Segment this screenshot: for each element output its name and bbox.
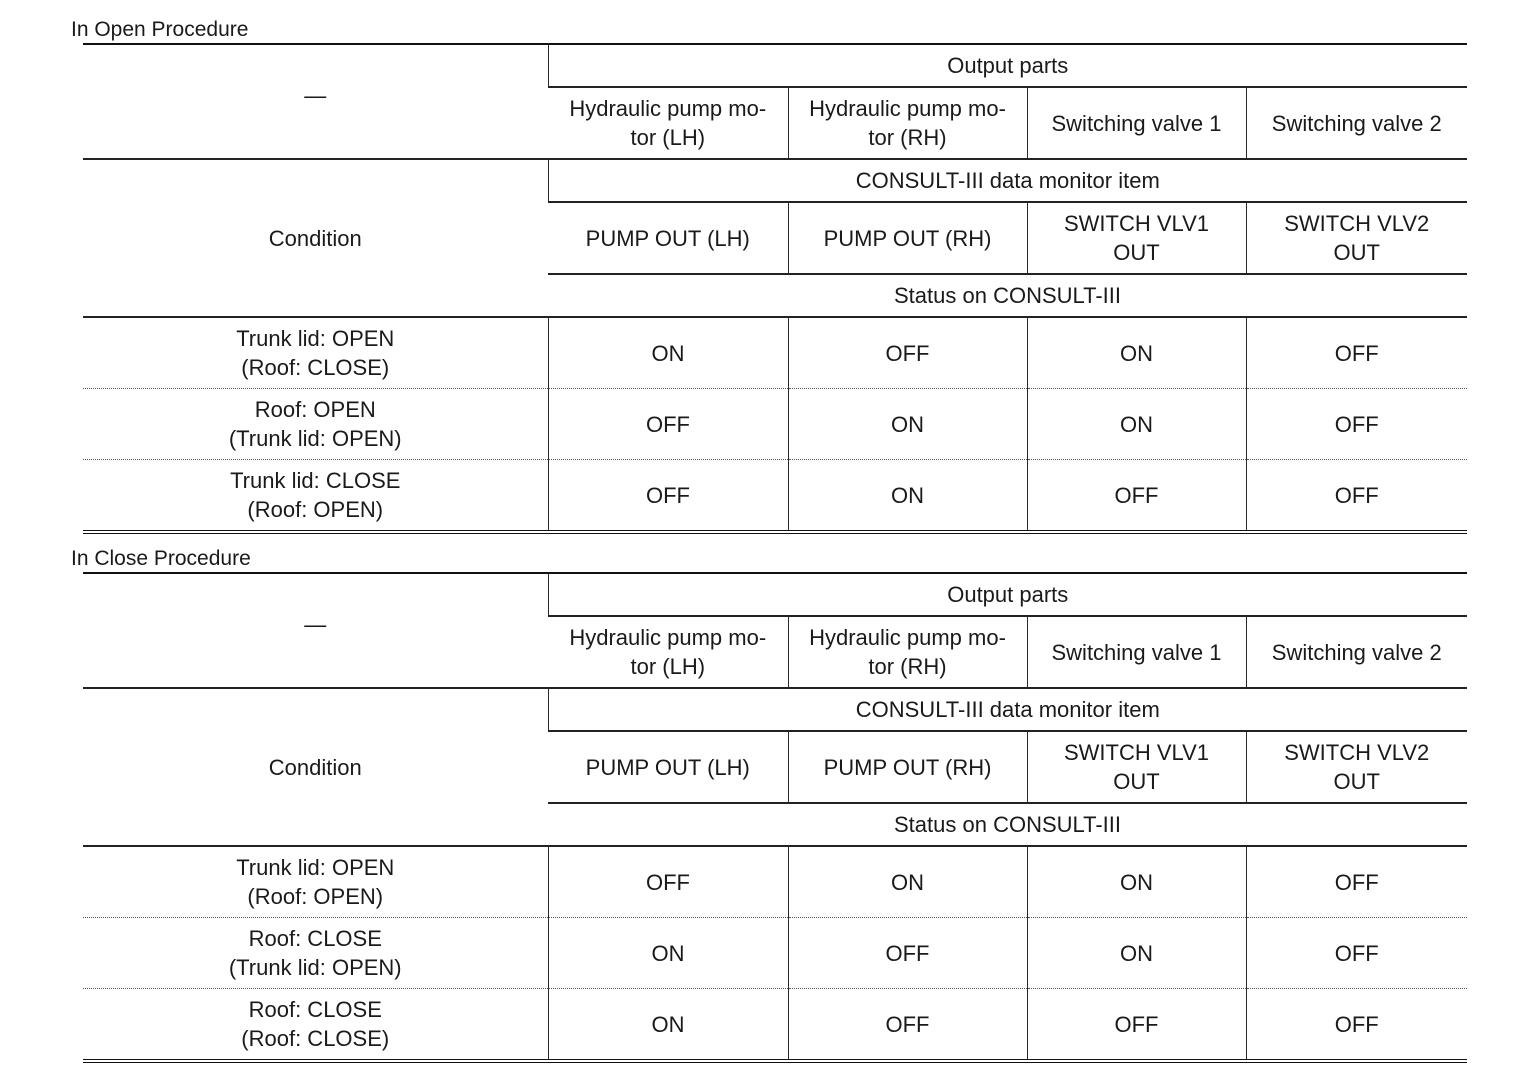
condition-header: Condition xyxy=(268,754,362,780)
status-cell: OFF xyxy=(1246,389,1467,460)
condition-cell: Trunk lid: CLOSE (Roof: OPEN) xyxy=(230,468,401,522)
status-cell: OFF xyxy=(1246,460,1467,533)
monitor-item-header: CONSULT-III data monitor item xyxy=(548,688,1467,731)
part-header: Hydraulic pump mo- tor (LH) xyxy=(569,96,767,150)
section-title-close: In Close Procedure xyxy=(71,547,251,570)
status-cell: OFF xyxy=(788,918,1027,989)
part-header: Hydraulic pump mo- tor (RH) xyxy=(788,616,1027,688)
status-cell: ON xyxy=(788,389,1027,460)
table-row xyxy=(83,846,1467,918)
close-procedure-table xyxy=(83,572,1467,1063)
status-cell: OFF xyxy=(1027,989,1246,1062)
section-title-open: In Open Procedure xyxy=(71,18,249,41)
status-cell: ON xyxy=(1027,389,1246,460)
status-cell: OFF xyxy=(788,317,1027,389)
monitor-item: PUMP OUT (LH) xyxy=(585,225,750,251)
status-cell: OFF xyxy=(548,460,788,533)
status-cell: OFF xyxy=(548,846,788,918)
part-header: Switching valve 1 xyxy=(1027,616,1246,688)
condition-cell: Trunk lid: OPEN (Roof: CLOSE) xyxy=(236,326,395,380)
status-cell: ON xyxy=(788,460,1027,533)
status-cell: OFF xyxy=(1027,460,1246,533)
monitor-item: SWITCH VLV1 OUT xyxy=(1027,202,1246,274)
condition-cell: Trunk lid: OPEN (Roof: OPEN) xyxy=(236,855,395,909)
output-parts-header: Output parts xyxy=(548,44,1467,87)
status-cell: ON xyxy=(548,918,788,989)
condition-cell: Roof: CLOSE (Trunk lid: OPEN) xyxy=(228,926,402,980)
condition-header: Condition xyxy=(268,225,362,251)
status-cell: OFF xyxy=(1246,846,1467,918)
part-header: Hydraulic pump mo- tor (RH) xyxy=(788,87,1027,159)
monitor-item-header: CONSULT-III data monitor item xyxy=(548,159,1467,202)
corner-cell: — xyxy=(304,83,327,108)
monitor-item: SWITCH VLV2 OUT xyxy=(1246,202,1467,274)
part-header: Hydraulic pump mo- tor (LH) xyxy=(569,625,767,679)
status-cell: ON xyxy=(548,989,788,1062)
status-cell: ON xyxy=(1027,317,1246,389)
status-cell: ON xyxy=(788,846,1027,918)
status-cell: OFF xyxy=(1246,989,1467,1062)
table-row xyxy=(83,989,1467,1062)
status-header: Status on CONSULT-III xyxy=(894,283,1122,308)
status-cell: ON xyxy=(1027,918,1246,989)
table-row xyxy=(83,389,1467,460)
table-row xyxy=(83,460,1467,533)
monitor-item: PUMP OUT (RH) xyxy=(788,202,1027,274)
monitor-item: PUMP OUT (LH) xyxy=(585,754,750,780)
status-header: Status on CONSULT-III xyxy=(894,812,1122,837)
status-cell: ON xyxy=(1027,846,1246,918)
table-row xyxy=(83,918,1467,989)
part-header: Switching valve 2 xyxy=(1246,616,1467,688)
status-cell: OFF xyxy=(1246,317,1467,389)
condition-cell: Roof: OPEN (Trunk lid: OPEN) xyxy=(228,397,402,451)
corner-cell: — xyxy=(304,612,327,637)
status-cell: OFF xyxy=(788,989,1027,1062)
monitor-item: PUMP OUT (RH) xyxy=(788,731,1027,803)
output-parts-header: Output parts xyxy=(548,573,1467,616)
table-row xyxy=(83,317,1467,389)
monitor-item: SWITCH VLV2 OUT xyxy=(1246,731,1467,803)
status-cell: OFF xyxy=(548,389,788,460)
status-cell: ON xyxy=(548,317,788,389)
open-procedure-table xyxy=(83,43,1467,534)
monitor-item: SWITCH VLV1 OUT xyxy=(1027,731,1246,803)
part-header: Switching valve 2 xyxy=(1246,87,1467,159)
part-header: Switching valve 1 xyxy=(1027,87,1246,159)
status-cell: OFF xyxy=(1246,918,1467,989)
condition-cell: Roof: CLOSE (Roof: CLOSE) xyxy=(241,997,390,1051)
